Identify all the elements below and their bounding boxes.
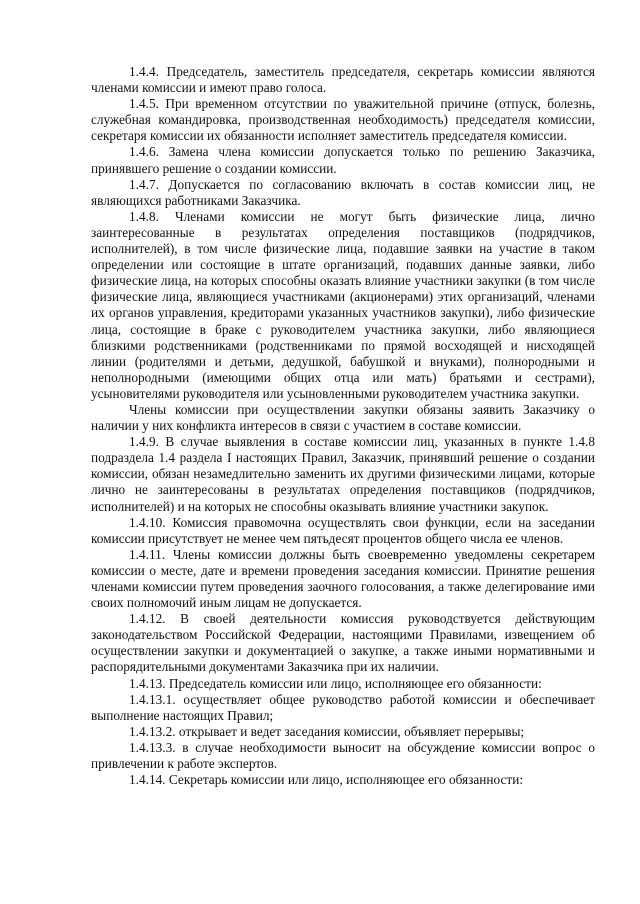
paragraph-1-4-13-2: 1.4.13.2. открывает и ведет заседания комиссии, объявляет перерывы;	[129, 723, 525, 739]
document-page	[91, 64, 595, 788]
paragraph-1-4-8: 1.4.8. Членами комиссии не могут быть физические лица, лично заинтересованные в результатах определения поставщиков (подрядчиков, исполнителей), в том числе физические лица, подавшие заявки на участие в таком определении или состоящие в штате организаций, подавших данные заявки, либо физические лица, на которых способны оказать влияние участники закупки (в том числе физические лица, являющиеся участниками (акционерами) этих организаций, членами их органов управления, кредиторами указанных участников закупки), либо физические лица, состоящие в браке с руководителем участника закупки, либо являющиеся близкими родственниками (родственниками по прямой восходящей и нисходящей линии (родителями и детьми, дедушкой, бабушкой и внуками), полнородными и неполнородными (имеющими общих отца или мать) братьями и сестрами), усыновителями руководителя или усыновленными руководителем участника закупки.	[91, 208, 595, 401]
paragraph-1-4-12: 1.4.12. В своей деятельности комиссия руководствуется действующим законодательством Российской Федерации, настоящими Правилами, извещением об осуществлении закупки и документацией о закупке, а также иными нормативными и распорядительными документами Заказчика при их наличии.	[91, 611, 595, 675]
paragraph-1-4-11: 1.4.11. Члены комиссии должны быть своевременно уведомлены секретарем комиссии о месте, дате и времени проведения заседания комиссии. Принятие решения членами комиссии путем проведения заочного голосования, а также делегирование ими своих полномочий иным лицам не допускается.	[91, 546, 595, 611]
paragraph-1-4-13-1: 1.4.13.1. осуществляет общее руководство работой комиссии и обеспечивает выполнение настоящих Правил;	[91, 691, 595, 723]
paragraph-1-4-9: 1.4.9. В случае выявления в составе комиссии лиц, указанных в пункте 1.4.8 подраздела 1.4 раздела I настоящих Правил, Заказчик, принявший решение о создании комиссии, обязан незамедлительно заменить их другими физическими лицами, которые лично не заинтересованы в результатах определения поставщиков (подрядчиков, исполнителей) и на которых не способны оказывать влияние участники закупок.	[91, 434, 595, 514]
paragraph-1-4-5: 1.4.5. При временном отсутствии по уважительной причине (отпуск, болезнь, служебная командировка, производственная необходимость) председателя комиссии, секретаря комиссии их обязанности исполняет заместитель председателя комиссии.	[91, 96, 595, 144]
paragraph-1-4-4: 1.4.4. Председатель, заместитель председателя, секретарь комиссии являются членами комиссии и имеют право голоса.	[91, 64, 595, 96]
paragraph-1-4-13: 1.4.13. Председатель комиссии или лицо, исполняющее его обязанности:	[129, 675, 542, 691]
paragraph-1-4-14: 1.4.14. Секретарь комиссии или лицо, исполняющее его обязанности:	[129, 772, 524, 788]
paragraph-1-4-7: 1.4.7. Допускается по согласованию включать в состав комиссии лиц, не являющихся работниками Заказчика.	[91, 176, 595, 208]
paragraph-1-4-13-3: 1.4.13.3. в случае необходимости выносит на обсуждение комиссии вопрос о привлечении к работе экспертов.	[91, 739, 595, 772]
paragraph-1-4-10: 1.4.10. Комиссия правомочна осуществлять свои функции, если на заседании комиссии присутствует не менее чем пятьдесят процентов общего числа ее членов.	[91, 514, 595, 546]
paragraph-1-4-6: 1.4.6. Замена члена комиссии допускается только по решению Заказчика, принявшего решение о создании комиссии.	[91, 144, 595, 176]
paragraph-conflict-of-interest: Члены комиссии при осуществлении закупки обязаны заявить Заказчику о наличии у них конфликта интересов в связи с участием в составе комиссии.	[91, 401, 595, 434]
